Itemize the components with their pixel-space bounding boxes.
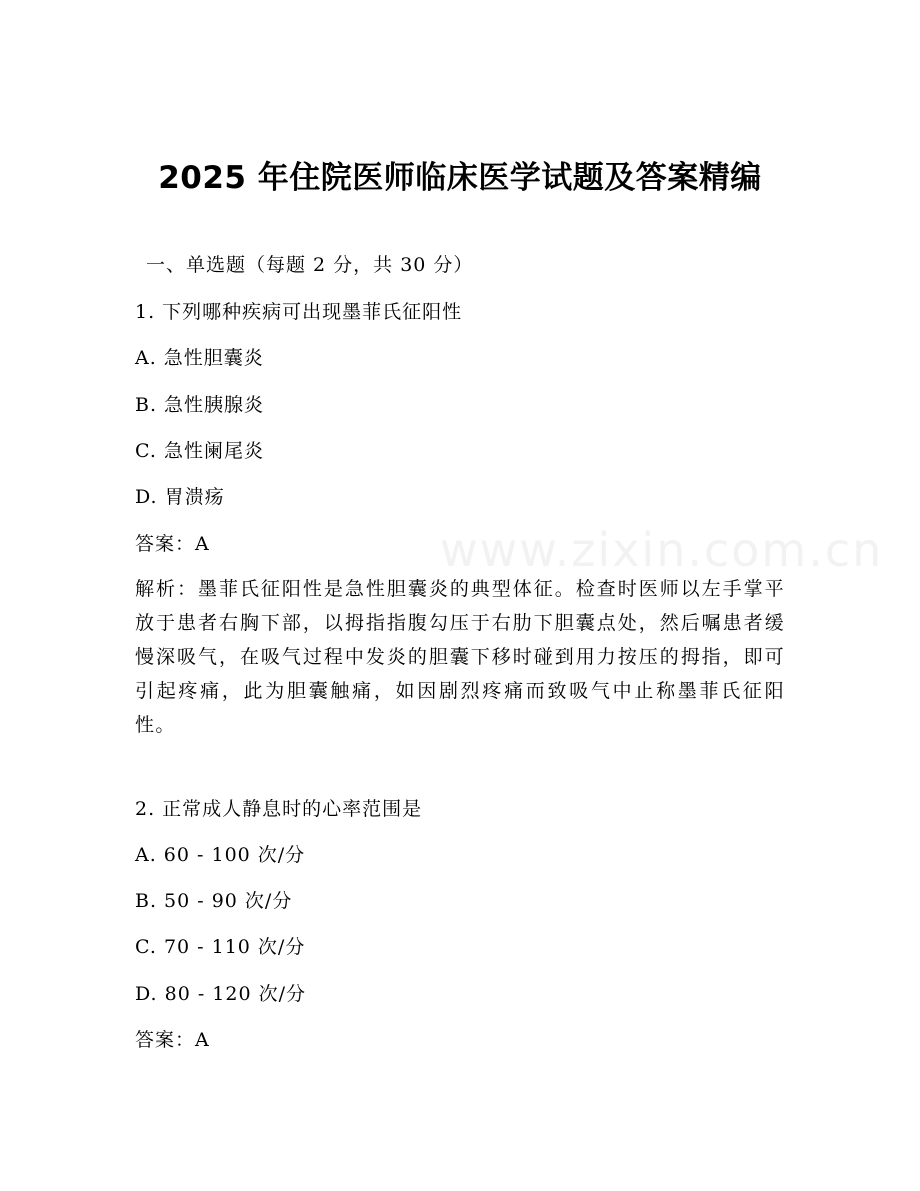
document-title: 2025 年住院医师临床医学试题及答案精编: [158, 160, 762, 196]
question-1-option-c: C. 急性阑尾炎: [135, 440, 264, 462]
question-1-option-b: B. 急性胰腺炎: [135, 394, 265, 416]
question-1-answer: 答案：A: [135, 533, 210, 555]
question-2-option-d: D. 80 - 120 次/分: [135, 983, 307, 1005]
question-2-answer: 答案：A: [135, 1029, 210, 1051]
question-1-analysis: 解析：墨菲氏征阳性是急性胆囊炎的典型体征。检查时医师以左手掌平放于患者右胸下部，以拇指指腹勾压于右肋下胆囊点处，然后嘱患者缓慢深吸气，在吸气过程中发炎的胆囊下移时碰到用力按压的拇指，即可引起疼痛，此为胆囊触痛，如因剧烈疼痛而致吸气中止称墨菲氏征阳性。: [135, 578, 785, 736]
question-2-option-c: C. 70 - 110 次/分: [135, 936, 306, 958]
question-2-option-b: B. 50 - 90 次/分: [135, 890, 293, 912]
question-1-option-d: D. 胃溃疡: [135, 486, 225, 508]
question-1-option-a: A. 急性胆囊炎: [135, 347, 264, 369]
watermark: www.zixin.com.cn: [440, 523, 884, 577]
question-2-stem: 2. 正常成人静息时的心率范围是: [135, 798, 423, 820]
question-1-stem: 1. 下列哪种疾病可出现墨菲氏征阳性: [135, 301, 463, 323]
question-2-option-a: A. 60 - 100 次/分: [135, 844, 306, 866]
section-heading: 一、单选题（每题 2 分，共 30 分）: [146, 254, 474, 276]
